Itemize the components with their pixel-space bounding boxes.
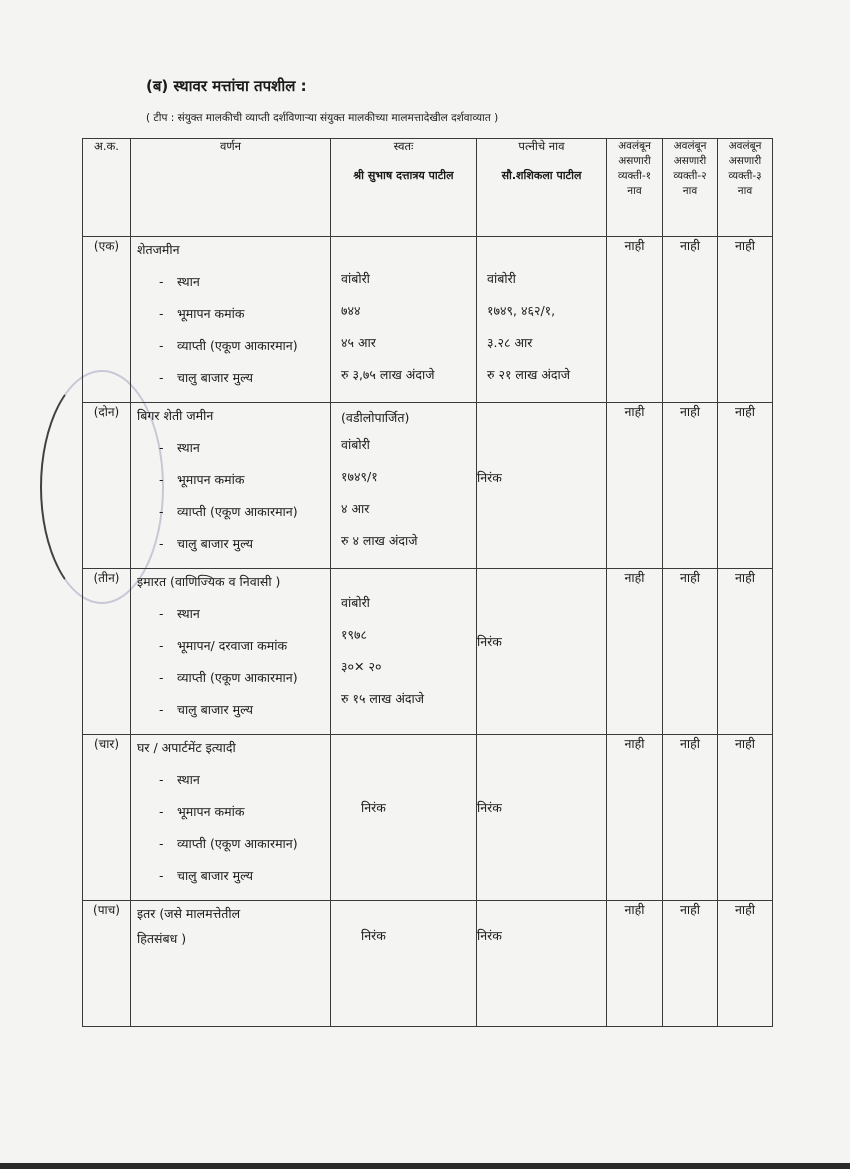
table-header-row: [83, 139, 773, 237]
row-number: (एक): [83, 237, 131, 403]
dependent-1-value: नाही: [607, 901, 663, 1027]
row-description: [131, 735, 331, 901]
row-item-list: [131, 266, 330, 394]
self-nil-value: निरंक: [331, 901, 477, 1027]
dependent-1-value: नाही: [607, 569, 663, 735]
page-bottom-edge: [0, 1163, 850, 1169]
row-self-values: [331, 403, 477, 569]
row-description: [131, 901, 331, 1027]
row-category: शेतजमीन: [137, 242, 180, 257]
header-dependent-1: [607, 139, 663, 237]
dependent-2-value: नाही: [663, 237, 718, 403]
row-number: (पाच): [83, 901, 131, 1027]
header-self-name: श्री सुभाष दत्तात्रय पाटील: [353, 169, 454, 182]
dependent-2-value: नाही: [663, 569, 718, 735]
table-row: [83, 403, 773, 569]
row-item-list: [131, 432, 330, 560]
row-item-list: [131, 598, 330, 726]
header-dep3-line: व्यक्ती-३: [728, 170, 762, 182]
list-item: - स्थान: [131, 432, 330, 464]
section-note: ( टीप : संयुक्त मालकीची व्याप्ती दर्शविणाऱ्या संयुक्त मालकीच्या मालमत्तादेखील दर्शवाव्यात ): [146, 112, 499, 124]
dependent-1-value: नाही: [607, 403, 663, 569]
table-row: [83, 237, 773, 403]
header-dependent-2: [663, 139, 718, 237]
self-value-note: (वडीलोपार्जित): [341, 410, 410, 425]
header-spouse-label: पत्नीचे नाव: [518, 139, 565, 153]
list-item: - स्थान: [131, 598, 330, 630]
self-value: वांबोरी: [341, 271, 370, 286]
row-category: घर / अपार्टमेंट इत्यादी: [137, 740, 236, 755]
row-self-values: [331, 569, 477, 735]
header-dep1-line: असणारी: [618, 155, 651, 167]
list-item: - स्थान: [131, 266, 330, 298]
list-item: - चालु बाजार मुल्य: [131, 694, 330, 726]
dependent-3-value: नाही: [718, 237, 773, 403]
dependent-1-value: नाही: [607, 237, 663, 403]
row-number: (दोन): [83, 403, 131, 569]
header-dep2-line: नाव: [682, 185, 698, 197]
row-item-list: [131, 764, 330, 892]
self-nil-value: निरंक: [331, 735, 477, 901]
spouse-value: रु २१ लाख अंदाजे: [487, 367, 571, 382]
list-item: - चालु बाजार मुल्य: [131, 528, 330, 560]
dependent-2-value: नाही: [663, 735, 718, 901]
header-spouse: [477, 139, 607, 237]
row-number: (तीन): [83, 569, 131, 735]
list-item: - व्याप्ती (एकूण आकारमान): [131, 496, 330, 528]
list-item: - व्याप्ती (एकूण आकारमान): [131, 662, 330, 694]
list-item: - भूमापन कमांक: [131, 298, 330, 330]
self-value: ७४४: [341, 303, 361, 318]
spouse-value: वांबोरी: [487, 271, 516, 286]
self-value: वांबोरी: [341, 437, 370, 452]
header-serial: अ.क.: [83, 139, 131, 237]
self-value: ४ आर: [341, 501, 370, 516]
row-description: [131, 569, 331, 735]
header-dep2-line: व्यक्ती-२: [673, 170, 707, 182]
table-row: [83, 735, 773, 901]
list-item: - भूमापन कमांक: [131, 796, 330, 828]
header-description: वर्णन: [131, 139, 331, 237]
header-dep1-line: अवलंबून: [618, 140, 651, 152]
self-value: रु ३,७५ लाख अंदाजे: [341, 367, 435, 382]
row-category: इतर (जसे मालमत्तेतील: [137, 906, 241, 921]
self-value: ३०✕ २०: [341, 659, 382, 674]
spouse-value: ३.२८ आर: [487, 335, 533, 350]
immovable-assets-table: [82, 138, 773, 1027]
dependent-2-value: नाही: [663, 901, 718, 1027]
dependent-3-value: नाही: [718, 735, 773, 901]
header-spouse-name: सौ.शशिकला पाटील: [501, 169, 582, 182]
list-item: - व्याप्ती (एकूण आकारमान): [131, 330, 330, 362]
spouse-value: १७४९, ४६२/१,: [487, 303, 556, 318]
header-dep2-line: अवलंबून: [673, 140, 707, 152]
self-value: ४५ आर: [341, 335, 376, 350]
spouse-nil-value: निरंक: [477, 403, 607, 569]
dependent-2-value: नाही: [663, 403, 718, 569]
spouse-nil-value: निरंक: [477, 735, 607, 901]
row-category: इमारत (वाणिज्यिक व निवासी ): [137, 574, 281, 589]
list-item: - स्थान: [131, 764, 330, 796]
self-value: वांबोरी: [341, 595, 370, 610]
list-item: - चालु बाजार मुल्य: [131, 362, 330, 394]
self-value: १९७८: [341, 627, 368, 642]
header-dep3-line: असणारी: [728, 155, 762, 167]
list-item: - भूमापन/ दरवाजा कमांक: [131, 630, 330, 662]
header-dep2-line: असणारी: [673, 155, 707, 167]
header-self: [331, 139, 477, 237]
row-self-values: [331, 237, 477, 403]
dependent-3-value: नाही: [718, 569, 773, 735]
table-row: [83, 569, 773, 735]
row-category-cont: हितसंबध ): [137, 931, 187, 946]
header-dep3-line: नाव: [737, 185, 753, 197]
self-value: १७४९/१: [341, 469, 378, 484]
header-dep1-line: नाव: [627, 185, 642, 197]
row-description: [131, 403, 331, 569]
row-number: (चार): [83, 735, 131, 901]
list-item: - व्याप्ती (एकूण आकारमान): [131, 828, 330, 860]
list-item: - चालु बाजार मुल्य: [131, 860, 330, 892]
row-spouse-values: [477, 237, 607, 403]
row-category: बिगर शेती जमीन: [137, 408, 214, 423]
section-heading: (ब) स्थावर मत्तांचा तपशील :: [146, 77, 307, 95]
list-item: - भूमापन कमांक: [131, 464, 330, 496]
dependent-1-value: नाही: [607, 735, 663, 901]
dependent-3-value: नाही: [718, 403, 773, 569]
dependent-3-value: नाही: [718, 901, 773, 1027]
header-dep1-line: व्यक्ती-१: [617, 170, 652, 182]
header-dependent-3: [718, 139, 773, 237]
header-dep3-line: अवलंबून: [728, 140, 762, 152]
self-value: रु १५ लाख अंदाजे: [341, 691, 425, 706]
table-row: [83, 901, 773, 1027]
header-self-label: स्वतः: [393, 139, 414, 153]
row-description: [131, 237, 331, 403]
spouse-nil-value: निरंक: [477, 569, 607, 735]
spouse-nil-value: निरंक: [477, 901, 607, 1027]
self-value: रु ४ लाख अंदाजे: [341, 533, 418, 548]
